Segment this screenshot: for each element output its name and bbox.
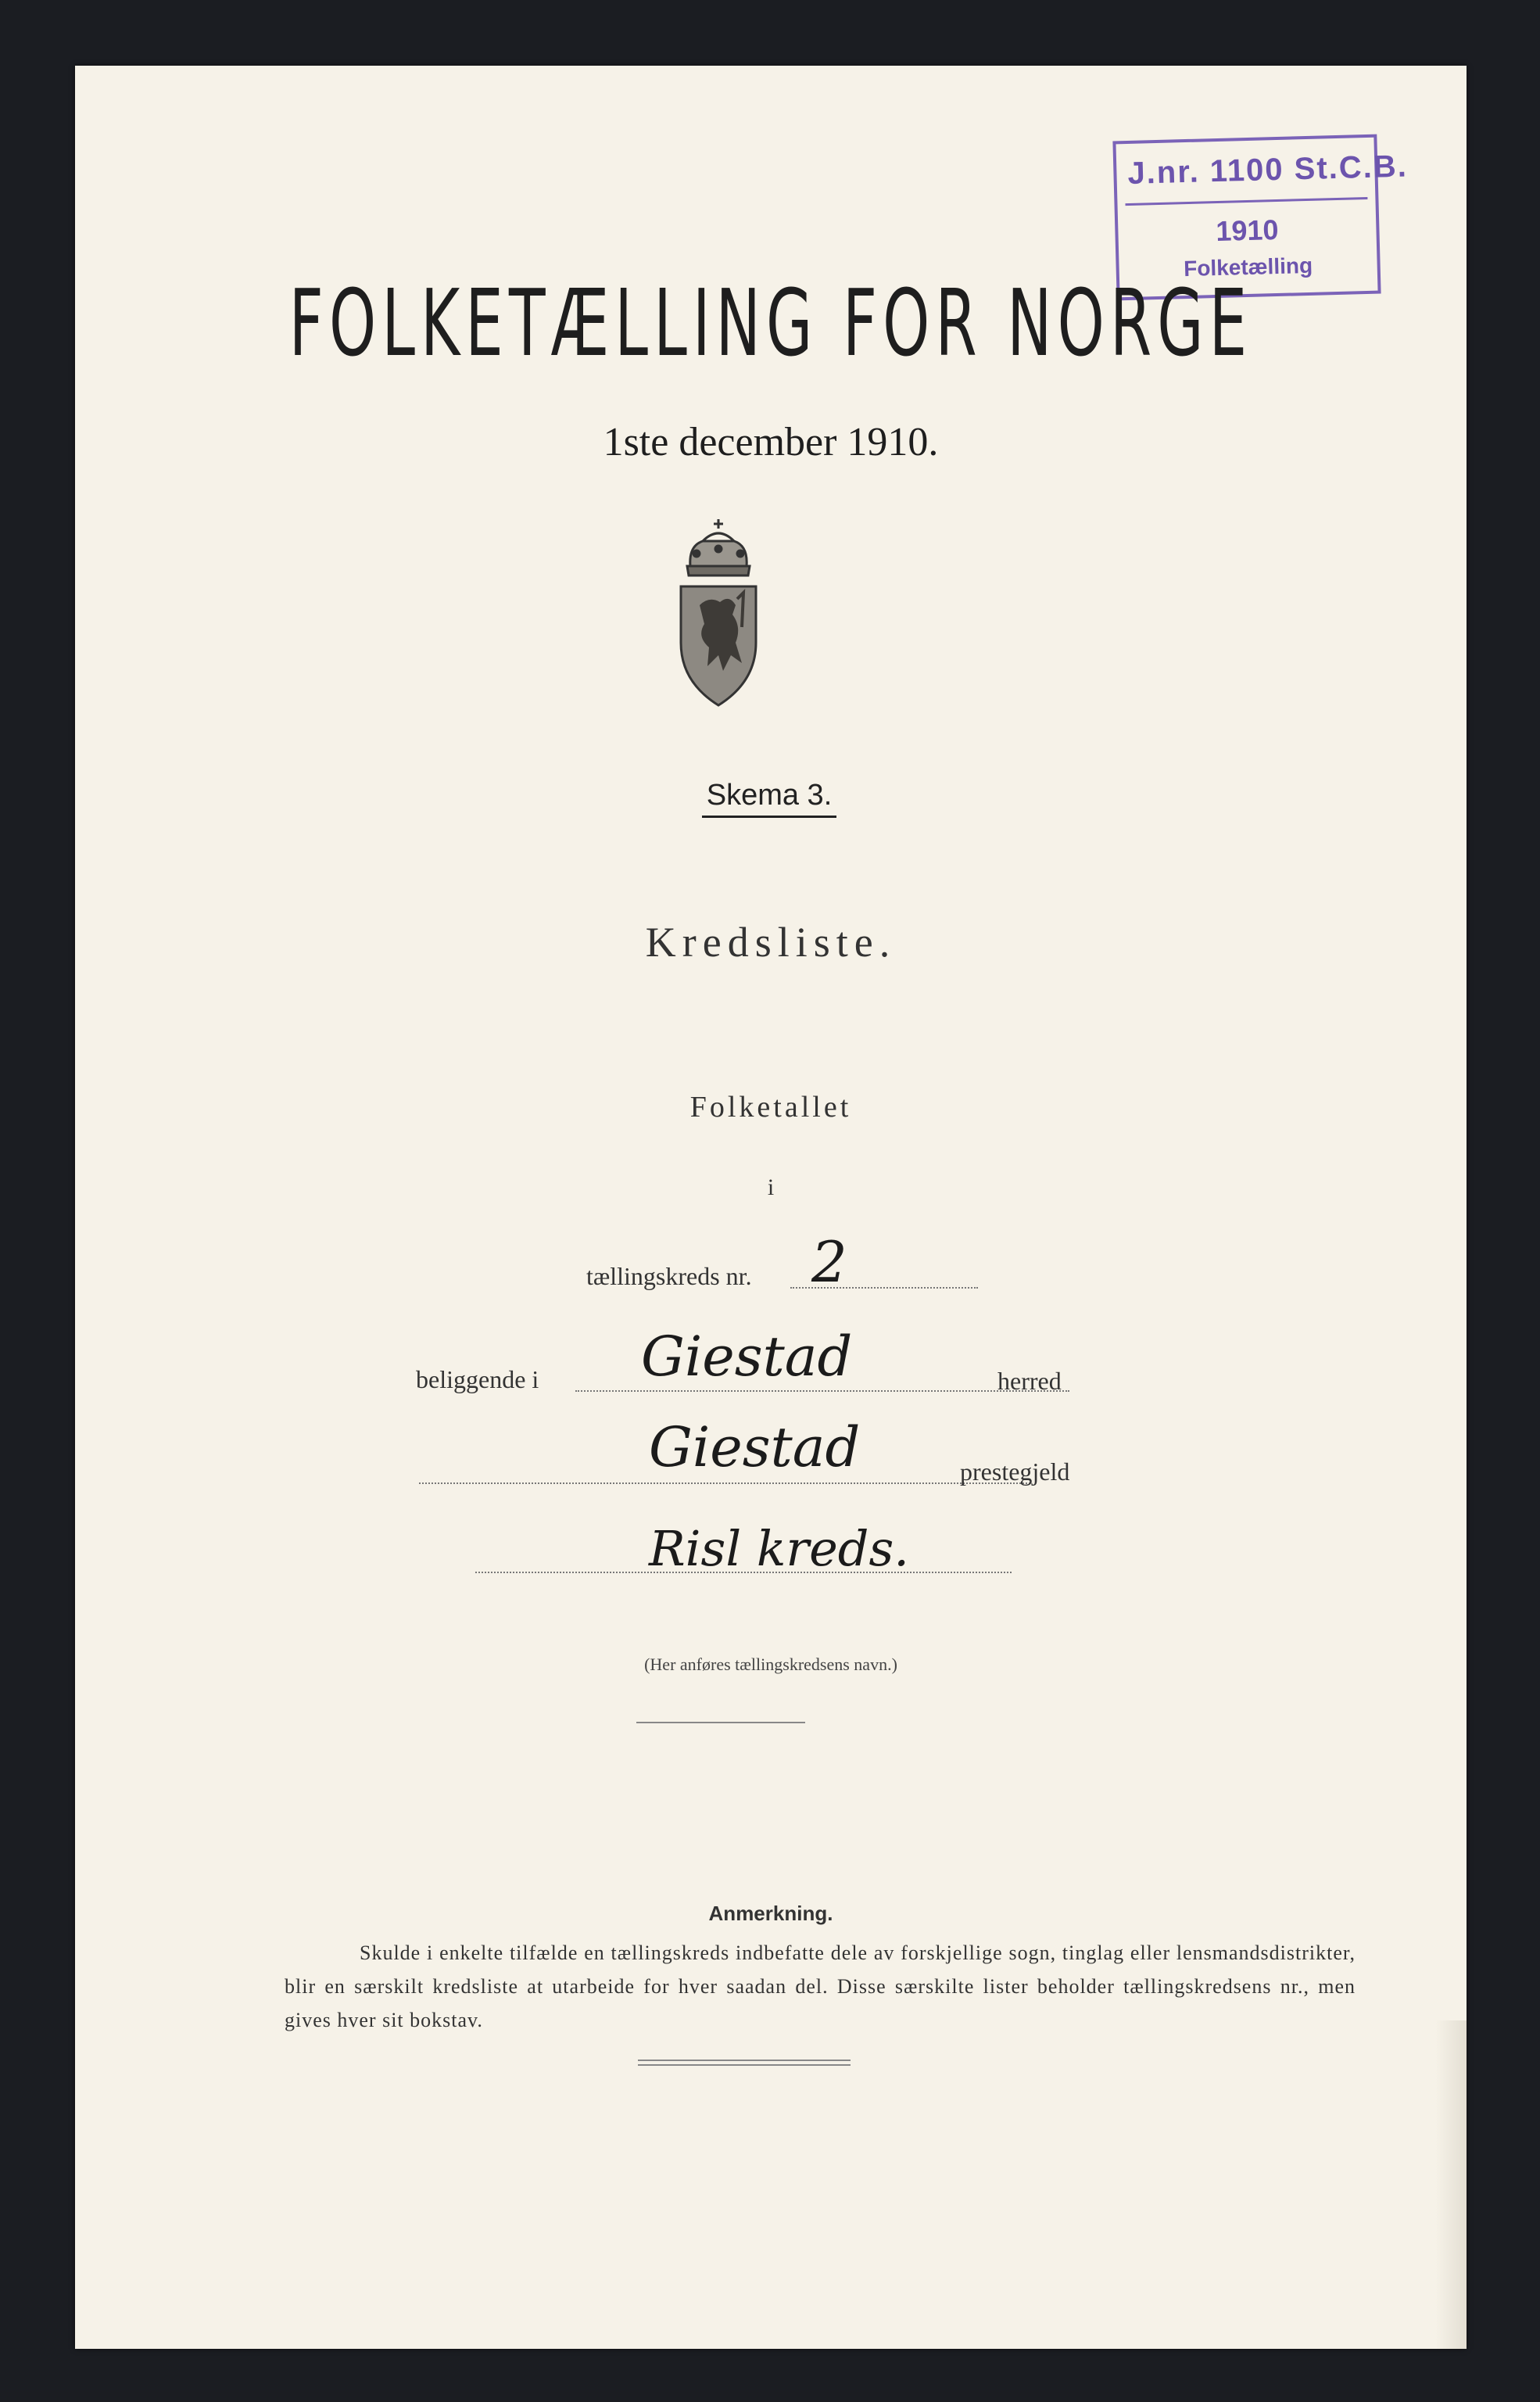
stamp-number: J.nr. 1100 St.C.B. — [1126, 149, 1409, 191]
kreds-number-value: 2 — [811, 1229, 847, 1295]
schema-number: Skema 3. — [75, 779, 1467, 818]
herred-line — [575, 1390, 1069, 1392]
stamp-year: 1910 — [1215, 213, 1280, 248]
prestegjeld-line — [419, 1482, 1030, 1484]
preposition-i: i — [767, 1174, 775, 1200]
norwegian-coat-of-arms-icon — [673, 518, 764, 709]
kreds-number-label: tællingskreds nr. — [586, 1262, 752, 1290]
herred-value: Giestad — [641, 1325, 853, 1389]
page-title: FOLKETÆLLING FOR NORGE — [288, 269, 1253, 377]
bottom-divider — [638, 2060, 851, 2061]
census-date: 1ste december 1910. — [603, 420, 939, 464]
prestegjeld-value: Giestad — [649, 1415, 861, 1479]
prestegjeld-label: prestegjeld — [960, 1457, 1070, 1486]
kredsnavn-value: Risl kreds. — [649, 1520, 909, 1577]
form-heading: Kredsliste. — [645, 919, 897, 966]
kredsnavn-hint: (Her anføres tællingskredsens navn.) — [644, 1655, 897, 1674]
divider-rule — [636, 1722, 805, 1723]
remark-title: Anmerkning. — [708, 1902, 833, 1925]
population-label: Folketallet — [689, 1091, 852, 1124]
stamp-label: Folketælling — [1183, 253, 1313, 281]
remark-body: Skulde i enkelte tilfælde en tællingskreds indbefatte dele av forskjellige sogn, tinglag eller lensmandsdistrikter, blir en særskilt kredsliste at utarbeide for hver saadan del. Disse særskilte lister beholder tællingskredsens nr., men gives hver sit bokstav. — [285, 1941, 1356, 2031]
location-label: beliggende i — [416, 1365, 539, 1393]
herred-label: herred — [997, 1367, 1062, 1395]
census-form-page — [75, 66, 1467, 2349]
